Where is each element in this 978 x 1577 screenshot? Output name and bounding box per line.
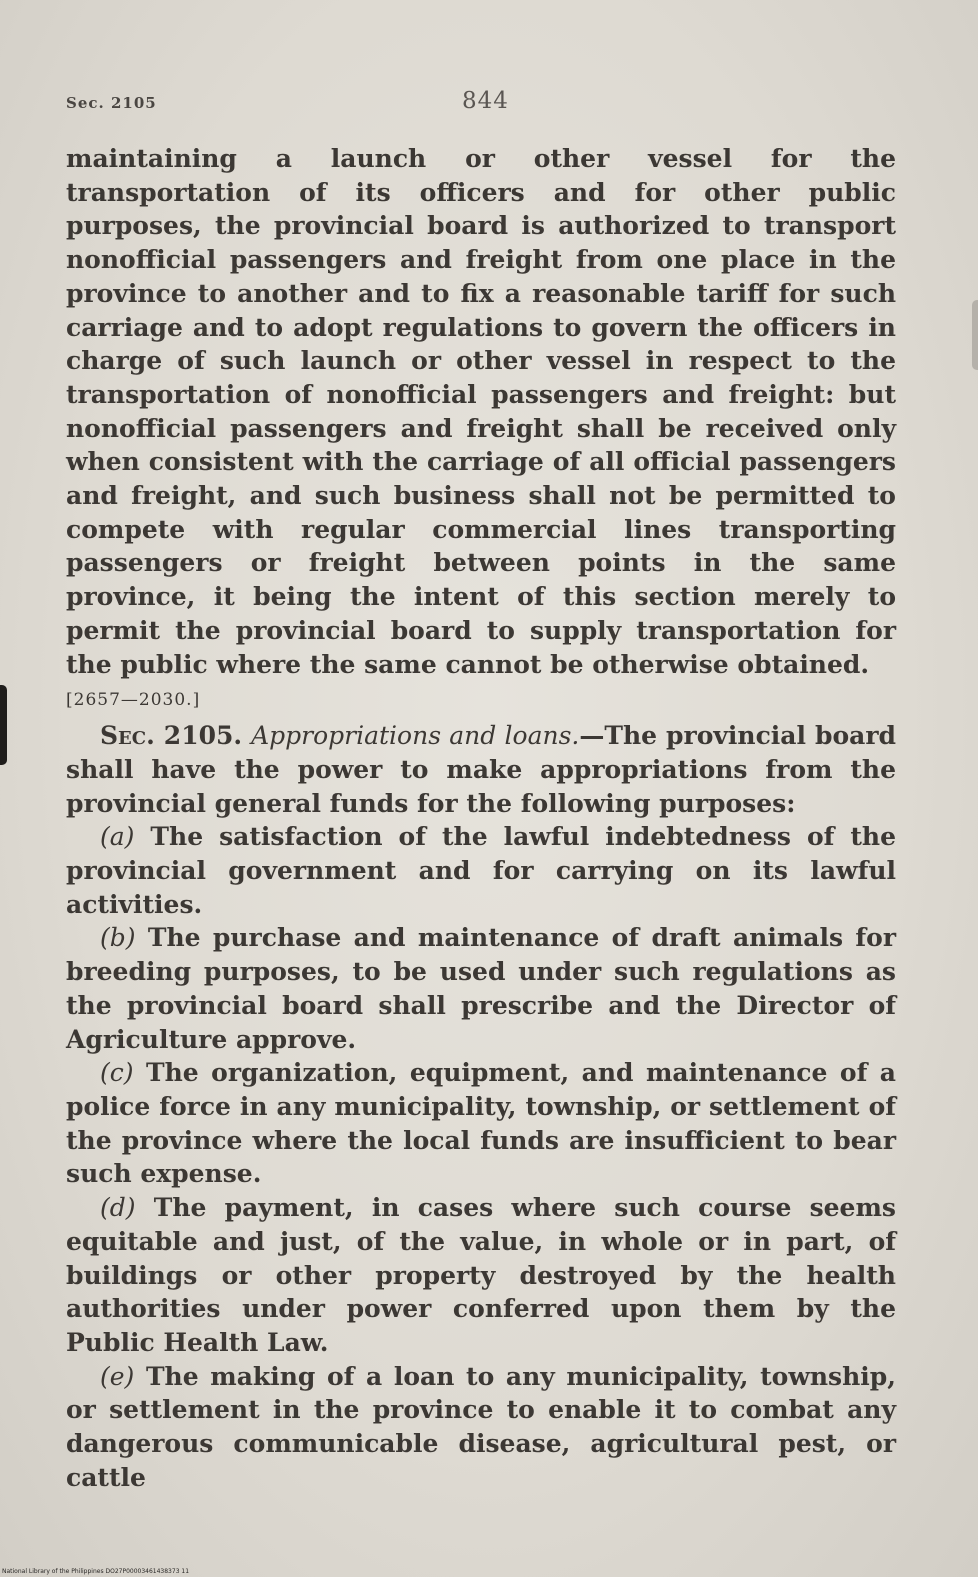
item-d — [66, 1191, 896, 1360]
item-b-label: (b) — [100, 923, 136, 953]
item-d-label: (d) — [100, 1193, 136, 1223]
item-a-text: The satisfaction of the lawful indebtedness of the provincial government and for carrying on its lawful activities. — [66, 822, 896, 919]
section-title: Appropriations and loans. — [251, 721, 580, 751]
binding-edge-mark — [0, 685, 7, 765]
library-credit: National Library of the Philippines DO27P00003461438373 11 — [2, 1568, 190, 1575]
section-header: Sec. 2105 — [66, 94, 157, 112]
item-e — [66, 1360, 896, 1495]
section-heading-paragraph — [66, 719, 896, 820]
item-c-label: (c) — [100, 1058, 134, 1088]
item-c-text: The organization, equipment, and maintenance of a police force in any municipality, township, or settlement of the province where the local funds are insufficient to bear such expense. — [66, 1058, 896, 1189]
page-body — [66, 142, 896, 1494]
item-e-text: The making of a loan to any municipality, township, or settlement in the province to enable it to combat any dangerous communicable disease, agricultural pest, or cattle — [66, 1361, 896, 1492]
item-a — [66, 820, 896, 921]
item-c — [66, 1056, 896, 1191]
item-e-label: (e) — [100, 1361, 135, 1391]
section-intro: —The provincial board shall have the power to make appropriations from the provincial general funds for the following purposes: — [66, 721, 896, 818]
section-label: Sec. 2105. — [100, 721, 243, 751]
page-header — [66, 88, 896, 118]
reference-citation: [2657—2030.] — [66, 690, 201, 711]
item-d-text: The payment, in cases where such course seems equitable and just, of the value, in whole or in part, of buildings or other property destroyed by the health authorities under power conferred upon them by the Public Health Law. — [66, 1193, 896, 1357]
item-b-text: The purchase and maintenance of draft animals for breeding purposes, to be used under such regulations as the provincial board shall prescribe and the Director of Agriculture approve. — [66, 923, 896, 1054]
page-number: 844 — [462, 88, 509, 114]
page-edge-shadow — [972, 300, 978, 370]
item-b — [66, 921, 896, 1056]
item-a-label: (a) — [100, 822, 135, 852]
paragraph-continued: maintaining a launch or other vessel for the transportation of its officers and for other public purposes, the provincial board is authorized to transport nonofficial passengers and freight from one place in the province to another and to fix a reasonable tariff for such carriage and to adopt regulations to govern the officers in charge of such launch or other vessel in respect to the transportation of nonofficial passengers and freight: but nonofficial passengers and freight shall be received only when consistent with the carriage of all official passengers and freight, and such business shall not be permitted to compete with regular commercial lines transporting passengers or freight between points in the same province, it being the intent of this section merely to permit the provincial board to supply transportation for the public where the same cannot be otherwise obtained. — [66, 144, 896, 679]
